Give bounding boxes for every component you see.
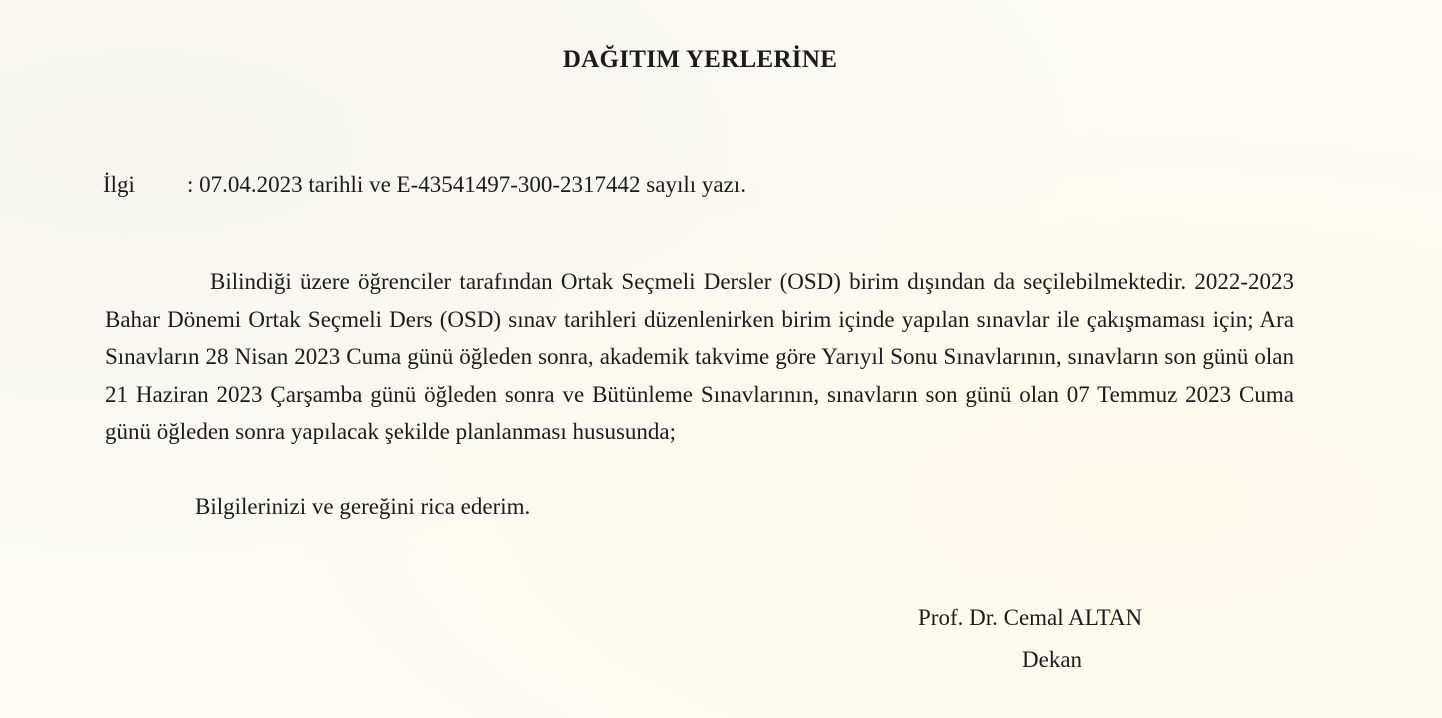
reference-text: : 07.04.2023 tarihli ve E-43541497-300-2317442 sayılı yazı.: [187, 172, 746, 197]
closing-sentence: Bilgilerinizi ve gereğini rica ederim.: [195, 494, 531, 519]
signatory-title: Dekan: [1022, 647, 1083, 672]
document-heading: DAĞITIM YERLERİNE: [562, 46, 838, 73]
signatory-name: Prof. Dr. Cemal ALTAN: [918, 605, 1143, 630]
signature-block: [918, 597, 1198, 681]
body-paragraph: Bilindiği üzere öğrenciler tarafından Ortak Seçmeli Dersler (OSD) birim dışından da seçilebilmektedir. 2022-2023 Bahar Dönemi Ortak Seçmeli Ders (OSD) sınav tarihleri düzenlenirken birim içinde yapılan sınavlar ile çakışmaması için; Ara Sınavların 28 Nisan 2023 Cuma günü öğleden sonra, akademik takvime göre Yarıyıl Sonu Sınavlarının, sınavların son günü olan 21 Haziran 2023 Çarşamba günü öğleden sonra ve Bütünleme Sınavlarının, sınavların son günü olan 07 Temmuz 2023 Cuma günü öğleden sonra yapılacak şekilde planlanması hususunda;: [105, 269, 1294, 444]
reference-line: [103, 172, 746, 198]
reference-label: İlgi: [103, 172, 135, 197]
